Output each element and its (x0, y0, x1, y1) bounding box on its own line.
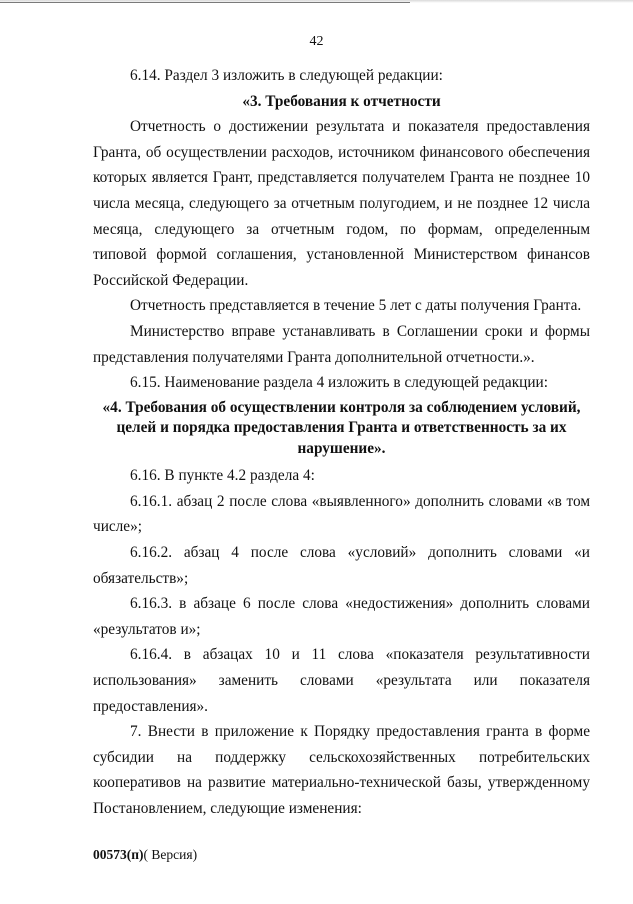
paragraph-reporting-period: Отчетность представляется в течение 5 лет с даты получения Гранта. (130, 297, 582, 315)
section-4-heading: «4. Требования об осуществлении контроля за соблюдением условий, целей и порядка предоставления Гранта и ответственность за их нарушение». (102, 398, 581, 457)
section-3-heading: «3. Требования к отчетности (242, 92, 441, 110)
document-version: ( Версия) (143, 847, 198, 862)
paragraph-7: 7. Внести в приложение к Порядку предоставления гранта в форме субсидии на поддержку сельскохозяйственных потребительских кооперативов на развитие материально-технической базы, утвержденному Постановлением, следующие изменения: (93, 723, 590, 817)
document-code: 00573(п) (93, 847, 144, 862)
document-footer (93, 847, 197, 863)
paragraph-6-14: 6.14. Раздел 3 изложить в следующей редакции: (130, 67, 443, 84)
paragraph-6-16: 6.16. В пункте 4.2 раздела 4: (130, 467, 315, 485)
document-body (93, 63, 590, 822)
paragraph-6-16-3: 6.16.3. в абзаце 6 после слова «недостижения» дополнить словами «результатов и»; (93, 595, 590, 638)
paragraph-reporting: Отчетность о достижении результата и показателя предоставления Гранта, об осуществлении расходов, источником финансового обеспечения которых является Грант, представляется получателем Гранта не позднее 10 числа месяца, следующего за отчетным полугодием, и не позднее 12 числа месяца, следующего за отчетным годом, по формам, определенным типовой формой соглашения, установленной Министерством финансов Российской Федерации. (93, 118, 590, 289)
page-number: 42 (309, 34, 324, 49)
paragraph-6-15: 6.15. Наименование раздела 4 изложить в следующей редакции: (130, 374, 548, 392)
scan-artifact-line (0, 2, 410, 3)
paragraph-ministry-rights: Министерство вправе устанавливать в Соглашении сроки и формы представления получателями Гранта дополнительной отчетности.». (93, 322, 590, 366)
paragraph-6-16-1: 6.16.1. абзац 2 после слова «выявленного» дополнить словами «в том числе»; (93, 492, 590, 536)
paragraph-6-16-2: 6.16.2. абзац 4 после слова «условий» дополнить словами «и обязательств»; (93, 544, 590, 587)
paragraph-6-16-4: 6.16.4. в абзацах 10 и 11 слова «показателя результативности использования» заменить словами «результата или показателя предоставления». (93, 646, 590, 715)
